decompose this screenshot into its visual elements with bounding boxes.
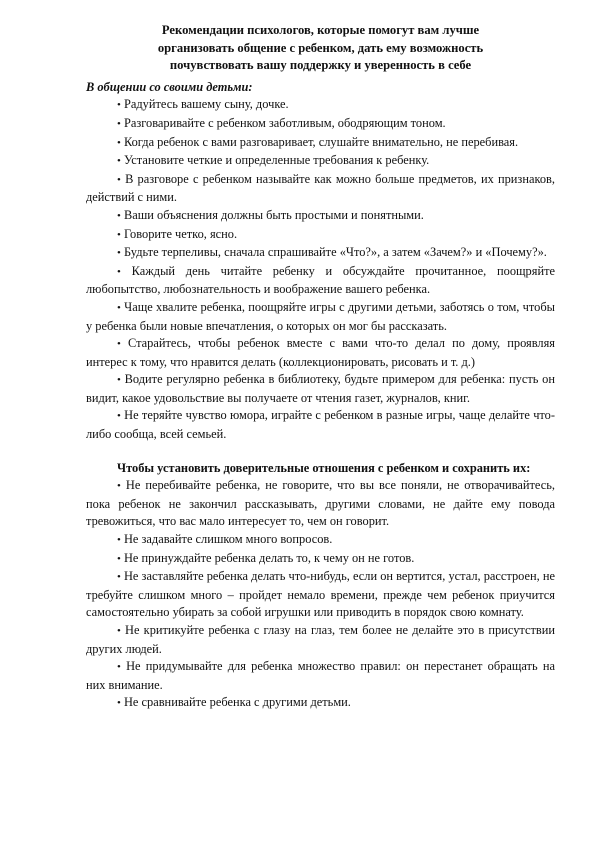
bullet-icon: •: [117, 697, 121, 710]
bullet-icon: •: [117, 155, 121, 168]
list-item: • Установите четкие и определенные требования к ребенку.: [117, 153, 430, 168]
list-item: • Говорите четко, ясно.: [117, 226, 238, 241]
bullet-icon: •: [117, 480, 121, 493]
list-item: • Водите регулярно ребенка в библиотеку, будьте примером для ребенка: пусть он видит, какое удовольствие вы получаете от чтения газет, журналов, книг.: [86, 372, 555, 405]
section-1-heading: В общении со своими детьми:: [86, 79, 253, 94]
title-line-3: почувствовать вашу поддержку и уверенность в себе: [169, 58, 472, 73]
bullet-icon: •: [117, 117, 121, 130]
bullet-icon: •: [117, 625, 121, 637]
section-2-heading: Чтобы установить доверительные отношения с ребенком и сохранить их:: [117, 460, 531, 475]
list-item: • Когда ребенок с вами разговаривает, слушайте внимательно, не перебивая.: [117, 134, 519, 149]
bullet-icon: •: [117, 534, 121, 547]
bullet-icon: •: [117, 173, 121, 186]
list-item: • Не придумывайте для ребенка множество правил: он перестанет обращать на них внимание.: [86, 659, 555, 692]
bullet-icon: •: [117, 99, 121, 112]
bullet-icon: •: [117, 265, 121, 278]
list-item: • Будьте терпеливы, сначала спрашивайте «Что?», а затем «Зачем?» и «Почему?».: [117, 245, 547, 260]
bullet-icon: •: [117, 209, 121, 222]
bullet-icon: •: [117, 374, 121, 387]
list-item: • В разговоре с ребенком называйте как можно больше предметов, их признаков, действий с ними.: [86, 171, 555, 205]
bullet-icon: •: [117, 410, 121, 423]
list-item: • Не принуждайте ребенка делать то, к чему он не готов.: [117, 550, 415, 565]
bullet-icon: •: [117, 301, 121, 314]
page-title: [86, 22, 555, 75]
bullet-icon: •: [117, 136, 121, 149]
list-item: • Ваши объяснения должны быть простыми и понятными.: [117, 207, 424, 222]
list-item: • Не перебивайте ребенка, не говорите, что вы все поняли, не отворачивайтесь, пока ребенок не закончил рассказывать, другими словами, не дайте ему повода тревожиться, что вас мало интересует то, чем он говорит.: [86, 478, 555, 529]
title-line-1: Рекомендации психологов, которые помогут вам лучше: [161, 23, 480, 37]
list-item: • Не критикуйте ребенка с глазу на глаз, тем более не делайте это в присутствии других людей.: [86, 623, 555, 656]
section-2-list: [86, 477, 555, 713]
list-item: • Не теряйте чувство юмора, играйте с ребенком в разные игры, чаще делайте что-либо сообща, всей семьей.: [86, 408, 555, 442]
list-item: • Старайтесь, чтобы ребенок вместе с вами что-то делал по дому, проявляя интерес к тому, что нравится делать (коллекционировать, рисовать и т. д.): [86, 336, 555, 369]
list-item: • Разговаривайте с ребенком заботливым, ободряющим тоном.: [117, 115, 446, 130]
list-item: • Не задавайте слишком много вопросов.: [117, 532, 333, 547]
bullet-icon: •: [117, 228, 121, 241]
bullet-icon: •: [117, 552, 121, 565]
list-item: • Каждый день читайте ребенку и обсуждайте прочитанное, поощряйте любопытство, любознательность и воображение вашего ребенка.: [86, 263, 555, 297]
list-item: • Не сравнивайте ребенка с другими детьми.: [117, 695, 351, 710]
list-item: • Чаще хвалите ребенка, поощряйте игры с другими детьми, заботясь о том, чтобы у ребенка были новые впечатления, о которых он мог бы рассказать.: [86, 299, 555, 333]
bullet-icon: •: [117, 661, 121, 674]
section-1-list: [86, 96, 555, 443]
section-spacer: [86, 444, 555, 460]
bullet-icon: •: [117, 247, 121, 260]
list-item: • Не заставляйте ребенка делать что-нибудь, если он вертится, устал, расстроен, не требуйте слишком много – пройдет немало времени, прежде чем ребенок приучится самостоятельно убирать за собой игрушки или приводить в порядок свою комнату.: [86, 569, 555, 620]
bullet-icon: •: [117, 571, 121, 584]
title-line-2: организовать общение с ребенком, дать ему возможность: [157, 40, 484, 55]
bullet-icon: •: [117, 338, 121, 351]
list-item: • Радуйтесь вашему сыну, дочке.: [117, 97, 289, 112]
